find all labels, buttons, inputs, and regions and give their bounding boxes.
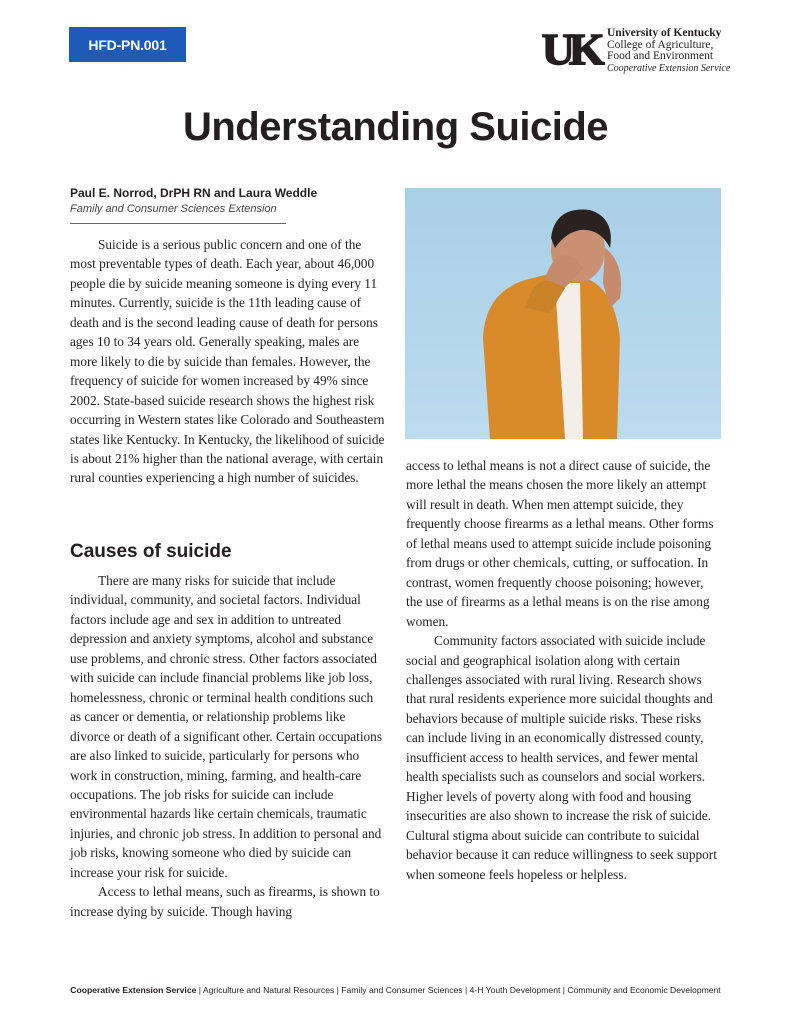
uk-logo [541,25,731,74]
footer-programs: | Agriculture and Natural Resources | Family and Consumer Sciences | 4-H Youth Development | Community and Economic Development [196,985,721,995]
community-factors-paragraph: Community factors associated with suicide include social and geographical isolation along with certain challenges associated with rural living. Research shows that rural residents experience more suicidal thoughts and behaviors because of multiple suicide risks. These risks can include living in an economically distressed county, insufficient access to health services, and fewer mental health specialists such as counselors and social workers. Higher levels of poverty along with food and housing insecurities are also shown to increase the risk of suicide. Cultural stigma about suicide can contribute to suicidal behavior because it can reduce willingness to seek support when someone feels hopeless or helpless. [406,633,717,882]
uk-logo-mark: UK [541,25,599,74]
divider [70,223,286,224]
lethal-means-paragraph: access to lethal means is not a direct cause of suicide, the more lethal the means chosen the more likely an attempt will result in death. When men attempt suicide, they frequently choose firearms as a lethal means. Other forms of lethal means used to attempt suicide include poisoning from drugs or other chemicals, cutting, or suffocation. In contrast, women frequently choose poisoning; however, the use of firearms as a lethal means is on the rise among women. [406,458,714,629]
logo-text [607,28,730,74]
intro-section [70,235,386,488]
section-heading-causes: Causes of suicide [70,541,232,562]
logo-college: College of Agriculture, [607,38,714,51]
causes-paragraph-2: Access to lethal means, such as firearms, is shown to increase dying by suicide. Though having [70,884,380,919]
logo-university: University of Kentucky [607,27,722,39]
causes-section [70,571,386,921]
logo-service: Cooperative Extension Service [607,62,731,74]
footer [0,985,791,995]
intro-paragraph: Suicide is a serious public concern and one of the most preventable types of death. Each year, about 46,000 people die by suicide meaning someone is dying every 11 minutes. Currently, suicide is the 11th leading cause of death and is the second leading cause of death for persons ages 10 to 34 years old. Generally speaking, males are more likely to die by suicide than females. However, the frequency of suicide for women increased by 49% since 2002. State-based suicide research shows the highest risk occurring in Western states like Colorado and Southeastern states like Kentucky. In Kentucky, the likelihood of suicide is about 21% higher than the national average, with certain rural counties experiencing a high number of suicides. [70,237,385,486]
page-title: Understanding Suicide [182,105,609,149]
photo-illustration [405,188,721,439]
logo-college-2: Food and Environment [607,50,714,62]
causes-paragraph-1: There are many risks for suicide that include individual, community, and societal factors. Individual factors include age and sex in addition to untreated depression and anxiety symptoms, alcohol and substance use problems, and chronic stress. Other factors associated with suicide can include financial problems like job loss, homelessness, chronic or terminal health conditions such as cancer or dementia, or relationship problems like divorce or death of a significant other. Certain occupations are also linked to suicide, particularly for persons who work in construction, mining, farming, and health-care occupations. The job risks for suicide can include environmental hazards like certain chemicals, traumatic injuries, and chronic job stress. In addition to personal and job risks, knowing someone who died by suicide can increase your risk for suicide. [70,573,383,880]
authors: Paul E. Norrod, DrPH RN and Laura Weddle [70,186,318,200]
man-holding-head-photo [405,188,721,439]
right-column [406,456,722,884]
footer-lead: Cooperative Extension Service [70,985,197,995]
affiliation: Family and Consumer Sciences Extension [70,203,277,215]
document-id-badge: HFD-PN.001 [69,27,186,62]
